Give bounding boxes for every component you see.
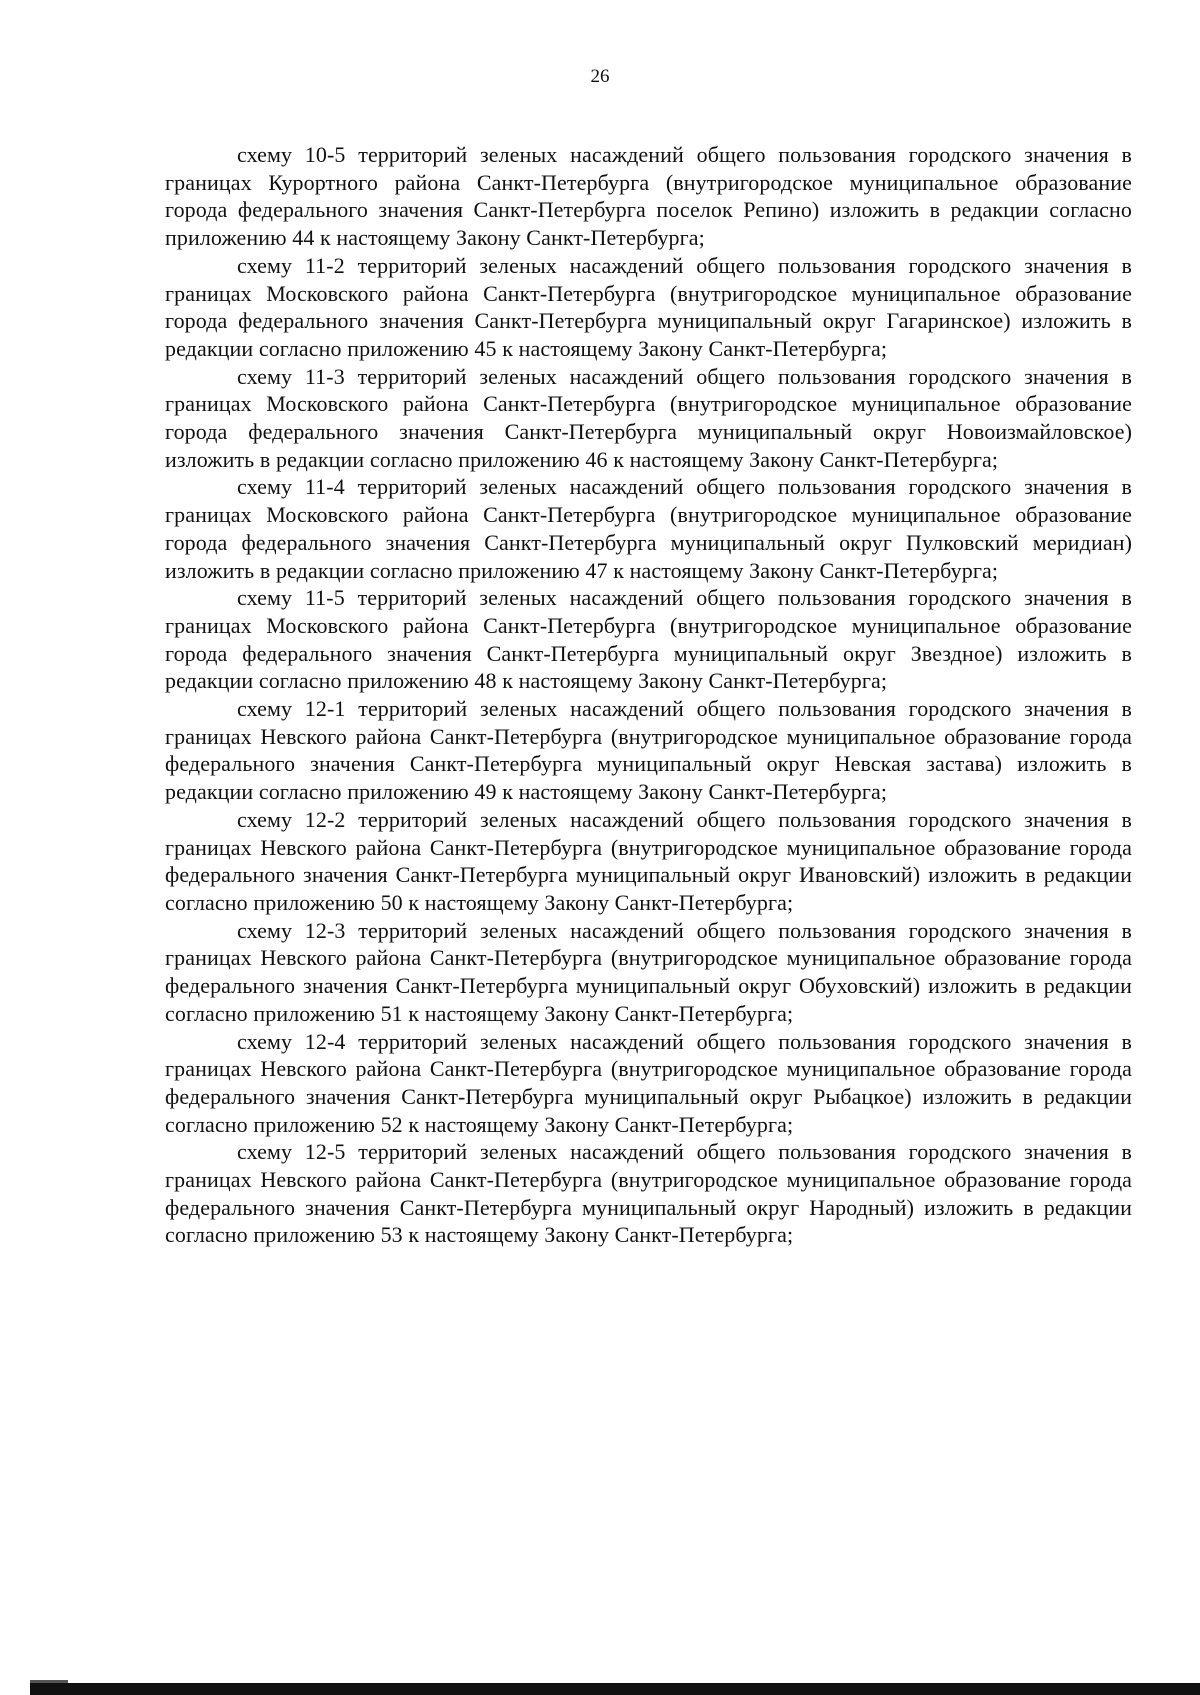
document-body [165,141,1132,1249]
paragraph-scheme-12-5: схему 12-5 территорий зеленых насаждений общего пользования городского значения в границах Невского района Санкт-Петербурга (внутригородское муниципальное образование города федерального значения Санкт-Петербурга муниципальный округ Народный) изложить в редакции согласно приложению 53 к настоящему Закону Санкт-Петербурга; [165,1139,1132,1248]
paragraph-scheme-12-2: схему 12-2 территорий зеленых насаждений общего пользования городского значения в границах Невского района Санкт-Петербурга (внутригородское муниципальное образование города федерального значения Санкт-Петербурга муниципальный округ Ивановский) изложить в редакции согласно приложению 50 к настоящему Закону Санкт-Петербурга; [165,806,1132,915]
paragraph-scheme-11-5: схему 11-5 территорий зеленых насаждений общего пользования городского значения в границах Московского района Санкт-Петербурга (внутригородское муниципальное образование города федерального значения Санкт-Петербурга муниципальный округ Звездное) изложить в редакции согласно приложению 48 к настоящему Закону Санкт-Петербурга; [165,585,1132,694]
paragraph-scheme-12-3: схему 12-3 территорий зеленых насаждений общего пользования городского значения в границах Невского района Санкт-Петербурга (внутригородское муниципальное образование города федерального значения Санкт-Петербурга муниципальный округ Обуховский) изложить в редакции согласно приложению 51 к настоящему Закону Санкт-Петербурга; [165,917,1132,1026]
paragraph-scheme-11-3: схему 11-3 территорий зеленых насаждений общего пользования городского значения в границах Московского района Санкт-Петербурга (внутригородское муниципальное образование города федерального значения Санкт-Петербурга муниципальный округ Новоизмайловское) изложить в редакции согласно приложению 46 к настоящему Закону Санкт-Петербурга; [165,363,1132,472]
page-number: 26 [590,66,610,87]
paragraph-scheme-11-2: схему 11-2 территорий зеленых насаждений общего пользования городского значения в границах Московского района Санкт-Петербурга (внутригородское муниципальное образование города федерального значения Санкт-Петербурга муниципальный округ Гагаринское) изложить в редакции согласно приложению 45 к настоящему Закону Санкт-Петербурга; [165,252,1132,361]
paragraph-scheme-11-4: схему 11-4 территорий зеленых насаждений общего пользования городского значения в границах Московского района Санкт-Петербурга (внутригородское муниципальное образование города федерального значения Санкт-Петербурга муниципальный округ Пулковский меридиан) изложить в редакции согласно приложению 47 к настоящему Закону Санкт-Петербурга; [165,474,1132,583]
paragraph-scheme-10-5: схему 10-5 территорий зеленых насаждений общего пользования городского значения в границах Курортного района Санкт-Петербурга (внутригородское муниципальное образование города федерального значения Санкт-Петербурга поселок Репино) изложить в редакции согласно приложению 44 к настоящему Закону Санкт-Петербурга; [165,142,1132,251]
paragraph-scheme-12-1: схему 12-1 территорий зеленых насаждений общего пользования городского значения в границах Невского района Санкт-Петербурга (внутригородское муниципальное образование города федерального значения Санкт-Петербурга муниципальный округ Невская застава) изложить в редакции согласно приложению 49 к настоящему Закону Санкт-Петербурга; [165,696,1132,805]
scan-bottom-edge [30,1683,1200,1695]
paragraph-scheme-12-4: схему 12-4 территорий зеленых насаждений общего пользования городского значения в границах Невского района Санкт-Петербурга (внутригородское муниципальное образование города федерального значения Санкт-Петербурга муниципальный округ Рыбацкое) изложить в редакции согласно приложению 52 к настоящему Закону Санкт-Петербурга; [165,1028,1132,1137]
